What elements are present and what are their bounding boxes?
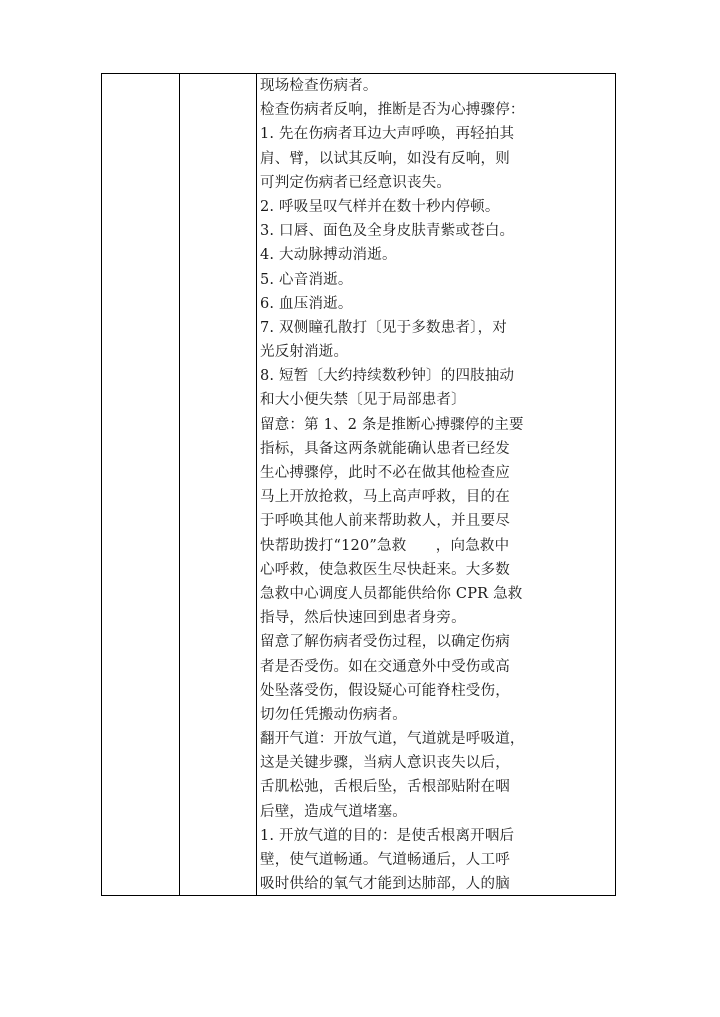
text-line: 5. 心音消逝。 bbox=[260, 271, 353, 288]
text-line: 2. 呼吸呈叹气样并在数十秒内停顿。 bbox=[260, 198, 500, 215]
text-line: 后壁，造成气道堵塞。 bbox=[260, 803, 407, 820]
text-line: 指导，然后快速回到患者身旁。 bbox=[260, 610, 466, 627]
text-line: 4. 大动脉搏动消逝。 bbox=[260, 247, 397, 264]
text-line: 者是否受伤。如在交通意外中受伤或高 bbox=[260, 658, 510, 675]
text-line: 1. 先在伤病者耳边大声呼唤，再轻拍其 bbox=[260, 126, 515, 143]
text-line: 1. 开放气道的目的：是使舌根离开咽后 bbox=[260, 827, 515, 844]
text-line: 舌肌松弛，舌根后坠，舌根部贴附在咽 bbox=[260, 779, 510, 796]
text-line: 快帮助拨打“120”急救 ，向急救中 bbox=[260, 537, 510, 554]
text-line: 翻开气道：开放气道，气道就是呼吸道， bbox=[260, 731, 525, 748]
text-line: 现场检查伤病者。 bbox=[260, 78, 378, 94]
content-text-block bbox=[260, 74, 525, 896]
text-line: 处坠落受伤，假设疑心可能脊柱受伤， bbox=[260, 682, 510, 699]
text-line: 吸时供给的氧气才能到达肺部，人的脑 bbox=[260, 876, 510, 893]
text-line: 马上开放抢救，马上高声呼救，目的在 bbox=[260, 489, 510, 506]
table-column-1 bbox=[102, 74, 180, 895]
text-line: 留意了解伤病者受伤过程，以确定伤病 bbox=[260, 634, 510, 651]
text-line: 心呼救，使急救医生尽快赶来。大多数 bbox=[260, 561, 510, 578]
text-line: 于呼唤其他人前来帮助救人，并且要尽 bbox=[260, 513, 510, 530]
text-line: 7. 双侧瞳孔散打〔见于多数患者〕，对 bbox=[260, 319, 507, 336]
text-line: 切勿任凭搬动伤病者。 bbox=[260, 706, 407, 723]
text-line: 可判定伤病者已经意识丧失。 bbox=[260, 174, 452, 191]
text-line: 8. 短暂〔大约持续数秒钟〕的四肢抽动 bbox=[260, 368, 515, 385]
text-line: 光反射消逝。 bbox=[260, 344, 349, 361]
text-line: 留意：第 1、2 条是推断心搏骤停的主要 bbox=[260, 416, 524, 433]
text-line: 6. 血压消逝。 bbox=[260, 295, 353, 312]
text-line: 这是关键步骤，当病人意识丧失以后， bbox=[260, 755, 510, 772]
text-line: 3. 口唇、面色及全身皮肤青紫或苍白。 bbox=[260, 223, 515, 240]
text-line: 检查伤病者反响，推断是否为心搏骤停： bbox=[260, 102, 525, 119]
text-line: 肩、臂，以试其反响，如没有反响，则 bbox=[260, 150, 510, 167]
document-table bbox=[101, 73, 616, 896]
text-line: 指标，具备这两条就能确认患者已经发 bbox=[260, 440, 510, 457]
text-line: 生心搏骤停，此时不必在做其他检查应 bbox=[260, 465, 510, 481]
text-line: 急救中心调度人员都能供给你 CPR 急救 bbox=[260, 585, 523, 602]
text-line: 壁，使气道畅通。气道畅通后，人工呼 bbox=[260, 852, 510, 868]
text-line: 和大小便失禁〔见于局部患者〕 bbox=[260, 392, 466, 409]
table-column-2 bbox=[180, 74, 257, 895]
